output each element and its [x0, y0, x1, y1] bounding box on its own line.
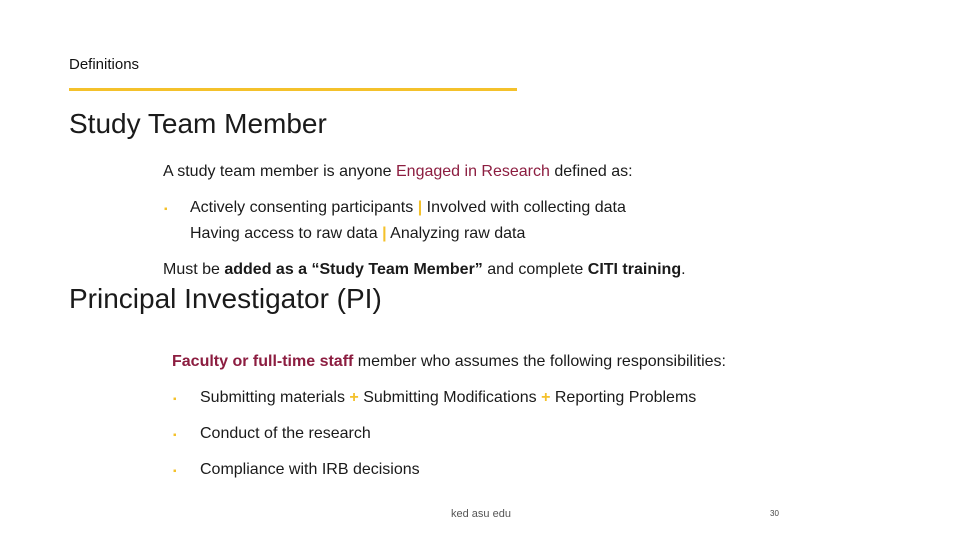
bullet-item-raw-access: Having access to raw data: [190, 225, 378, 242]
bullet-marker: ▪: [164, 204, 168, 215]
intro-text: A study team member is anyone: [163, 163, 396, 180]
bullet-marker: ▪: [173, 394, 177, 405]
separator-bar: |: [417, 199, 423, 216]
separator-bar: |: [382, 225, 387, 242]
bullet-marker: ▪: [173, 466, 177, 477]
study-team-intro: [163, 163, 633, 181]
requirement-text: Must be: [163, 261, 225, 278]
pi-bullet-2: Conduct of the research: [200, 425, 371, 442]
faculty-staff-highlight: Faculty or full-time staff: [172, 353, 354, 370]
bullet-item-submitting-materials: Submitting materials: [200, 389, 345, 406]
study-team-bullet-line1: [190, 199, 626, 217]
pi-bullet-3: Compliance with IRB decisions: [200, 461, 420, 478]
page-number: 30: [770, 509, 779, 518]
requirement-bold-member: added as a “Study Team Member”: [224, 261, 483, 278]
study-team-requirement: [163, 261, 686, 279]
bullet-item-reporting-problems: Reporting Problems: [554, 389, 697, 406]
section-kicker: Definitions: [69, 56, 140, 73]
plus-sign: +: [541, 389, 551, 406]
requirement-text-mid: and complete: [482, 261, 588, 278]
pi-intro-text: member who assumes the following responsibilities:: [353, 353, 726, 370]
gold-divider: [69, 88, 517, 91]
requirement-text-end: .: [681, 261, 686, 278]
bullet-item-analyzing: Analyzing raw data: [390, 225, 526, 242]
engaged-in-research-highlight: Engaged in Research: [396, 163, 550, 180]
pi-intro: [172, 353, 726, 371]
footer-url: ked asu edu: [451, 508, 511, 520]
bullet-item-submitting-modifications: Submitting Modifications: [363, 389, 537, 406]
bullet-marker: ▪: [173, 430, 177, 441]
heading-study-team-member: Study Team Member: [69, 108, 327, 139]
requirement-bold-citi: CITI training: [587, 261, 682, 278]
study-team-bullet-line2: [190, 225, 525, 243]
intro-text-end: defined as:: [549, 163, 633, 180]
heading-principal-investigator: Principal Investigator (PI): [69, 283, 382, 314]
bullet-item-consenting: Actively consenting participants: [190, 199, 414, 216]
pi-bullet-1: [200, 389, 696, 407]
plus-sign: +: [349, 389, 359, 406]
bullet-item-collecting: Involved with collecting data: [426, 199, 626, 216]
